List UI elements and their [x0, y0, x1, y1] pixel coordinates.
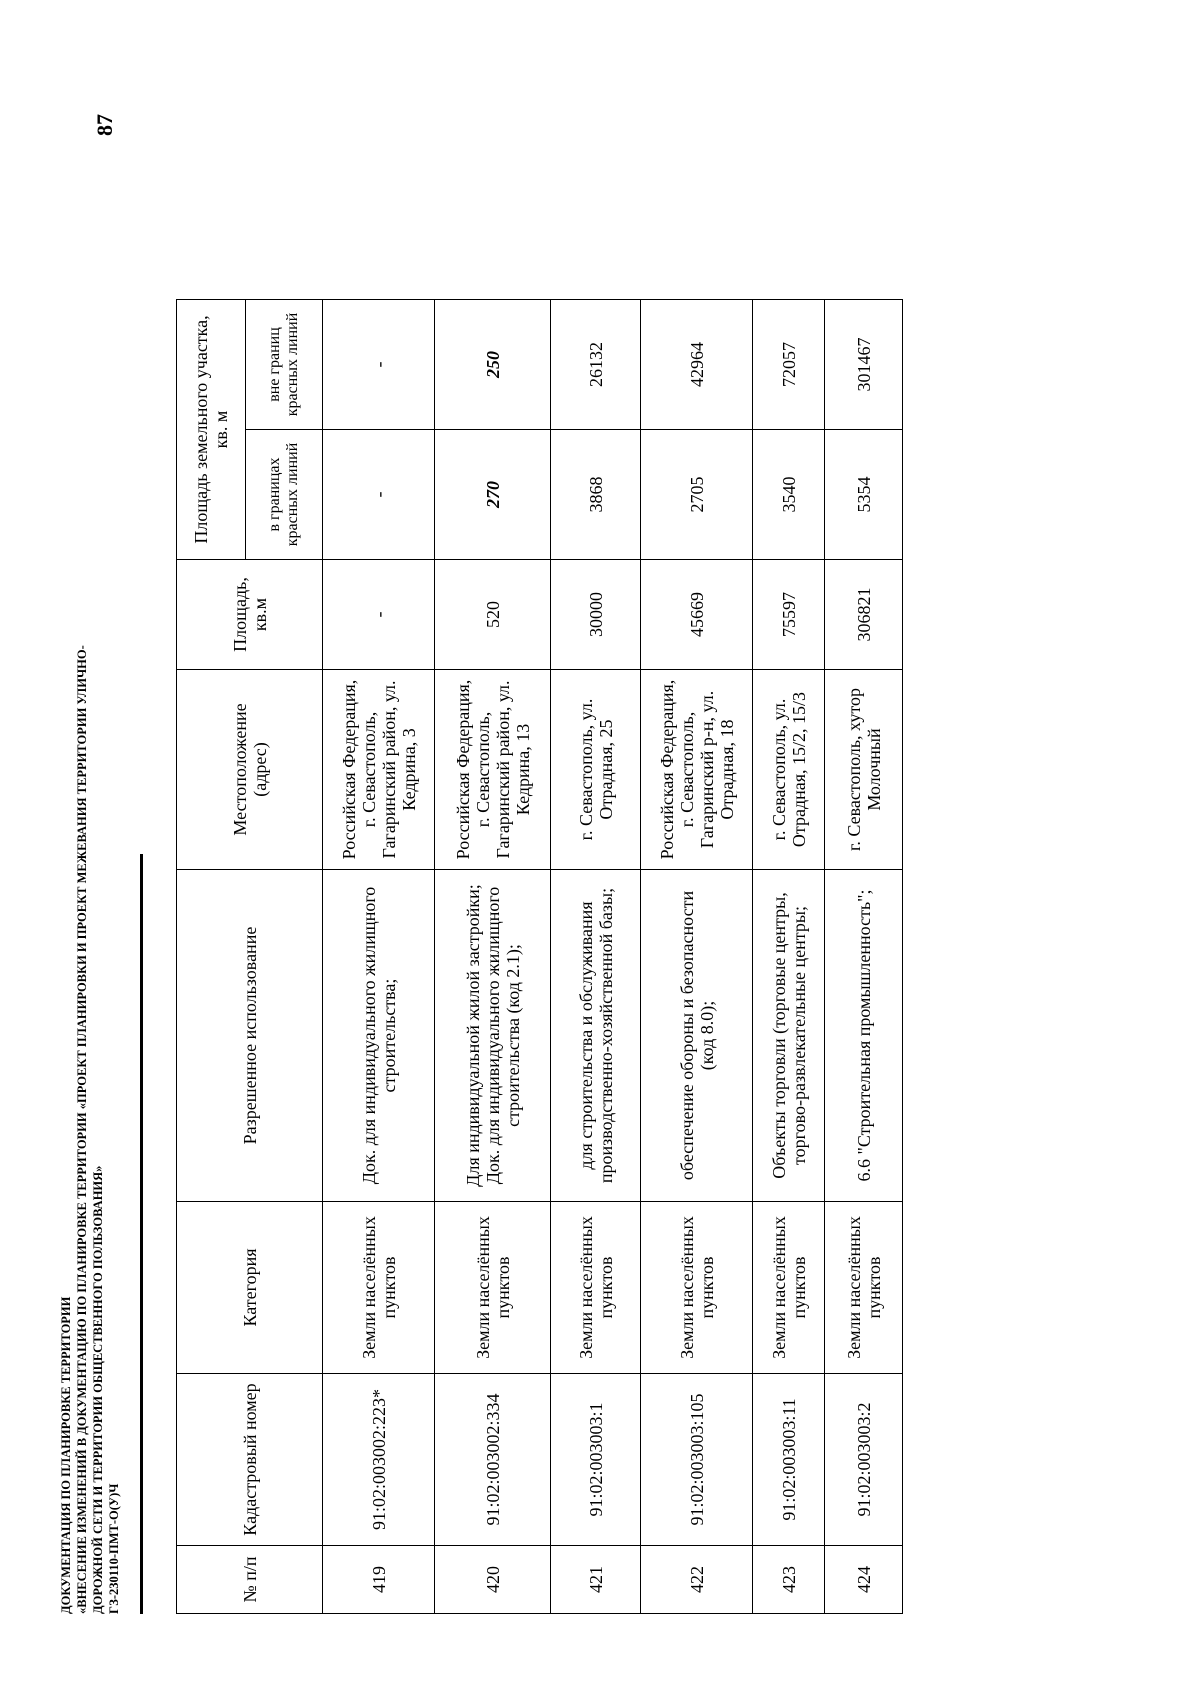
table-row	[435, 300, 551, 1614]
table-body	[323, 300, 903, 1614]
cell-outside: 72057	[753, 300, 825, 430]
header-inside-red-lines: в границах красных линий	[246, 430, 323, 560]
header-plot-area: Площадь земельного участка, кв. м	[177, 300, 246, 560]
table-row	[753, 300, 825, 1614]
cell-cadastral: 91:02:003003:105	[641, 1374, 753, 1546]
cell-inside: 5354	[825, 430, 903, 560]
header-permitted-use: Разрешенное использование	[177, 870, 323, 1202]
cell-location: г. Севастополь, хутор Молочный	[825, 670, 903, 870]
cell-inside: -	[323, 430, 435, 560]
cell-permitted-use: для строительства и обслуживания производственно-хозяйственной базы;	[551, 870, 641, 1202]
cell-permitted-use: обеспечение обороны и безопасности (код 8.0);	[641, 870, 753, 1202]
cell-area: -	[323, 560, 435, 670]
cell-outside: 26132	[551, 300, 641, 430]
cell-area: 45669	[641, 560, 753, 670]
cell-location: Российская Федерация, г. Севастополь, Гагаринский район, ул. Кедрина, 13	[435, 670, 551, 870]
cell-permitted-use: 6.6 "Строительная промышленность";	[825, 870, 903, 1202]
cell-num: 424	[825, 1546, 903, 1614]
cell-num: 422	[641, 1546, 753, 1614]
cell-category: Земли населённых пунктов	[435, 1202, 551, 1374]
header-num: № п/п	[177, 1546, 323, 1614]
cell-cadastral: 91:02:003002:334	[435, 1374, 551, 1546]
cell-outside: 250	[435, 300, 551, 430]
cell-outside: 301467	[825, 300, 903, 430]
table-row	[825, 300, 903, 1614]
cell-cadastral: 91:02:003003:11	[753, 1374, 825, 1546]
header-line-3: ДОРОЖНОЙ СЕТИ И ТЕРРИТОРИИ ОБЩЕСТВЕННОГО ПОЛЬЗОВАНИЯ»	[91, 1165, 105, 1614]
header-category: Категория	[177, 1202, 323, 1374]
header-area: Площадь, кв.м	[177, 560, 323, 670]
cell-permitted-use: Объекты торговли (торговые центры, торгово-развлекательные центры;	[753, 870, 825, 1202]
page-number: 87	[92, 114, 117, 136]
cell-outside: -	[323, 300, 435, 430]
cell-outside: 42964	[641, 300, 753, 430]
cell-num: 419	[323, 1546, 435, 1614]
land-plot-table	[176, 299, 903, 1614]
cell-cadastral: 91:02:003003:1	[551, 1374, 641, 1546]
table-row	[641, 300, 753, 1614]
document-header	[58, 414, 122, 1614]
cell-area: 75597	[753, 560, 825, 670]
header-line-4: ГЗ-230110-ПМТ-О(У)Ч	[107, 1483, 121, 1614]
cell-inside: 2705	[641, 430, 753, 560]
cell-category: Земли населённых пунктов	[641, 1202, 753, 1374]
cell-permitted-use: Док. для индивидуального жилищного строительства;	[323, 870, 435, 1202]
cell-category: Земли населённых пунктов	[551, 1202, 641, 1374]
cell-location: Российская Федерация, г. Севастополь, Гагаринский район, ул. Кедрина, 3	[323, 670, 435, 870]
cell-area: 520	[435, 560, 551, 670]
cell-num: 421	[551, 1546, 641, 1614]
cell-inside: 270	[435, 430, 551, 560]
cell-permitted-use: Для индивидуальной жилой застройки; Док. для индивидуального жилищного строительства (код 2.1);	[435, 870, 551, 1202]
header-cadastral: Кадастровый номер	[177, 1374, 323, 1546]
table-row	[323, 300, 435, 1614]
header-location: Местоположение (адрес)	[177, 670, 323, 870]
cell-num: 420	[435, 1546, 551, 1614]
header-line-1: ДОКУМЕНТАЦИЯ ПО ПЛАНИРОВКЕ ТЕРРИТОРИИ	[59, 1296, 73, 1614]
cell-area: 30000	[551, 560, 641, 670]
header-divider	[140, 854, 143, 1614]
cell-location: г. Севастополь, ул. Отрадная, 15/2, 15/3	[753, 670, 825, 870]
table-row	[551, 300, 641, 1614]
cell-inside: 3868	[551, 430, 641, 560]
cell-area: 306821	[825, 560, 903, 670]
cell-location: Российская Федерация, г. Севастополь, Гагаринский р-н, ул. Отрадная, 18	[641, 670, 753, 870]
cell-cadastral: 91:02:003002:223*	[323, 1374, 435, 1546]
cell-location: г. Севастополь, ул. Отрадная, 25	[551, 670, 641, 870]
cell-num: 423	[753, 1546, 825, 1614]
cell-category: Земли населённых пунктов	[323, 1202, 435, 1374]
cell-category: Земли населённых пунктов	[753, 1202, 825, 1374]
cell-cadastral: 91:02:003003:2	[825, 1374, 903, 1546]
header-line-2: «ВНЕСЕНИЕ ИЗМЕНЕНИЙ В ДОКУМЕНТАЦИЮ ПО ПЛАНИРОВКЕ ТЕРРИТОРИИ «ПРОЕКТ ПЛАНИРОВКИ И ПРОЕКТ МЕЖЕВАНИЯ ТЕРРИТОРИИ УЛИЧНО-	[75, 645, 89, 1614]
header-outside-red-lines: вне границ красных линий	[246, 300, 323, 430]
cell-category: Земли населённых пунктов	[825, 1202, 903, 1374]
cell-inside: 3540	[753, 430, 825, 560]
